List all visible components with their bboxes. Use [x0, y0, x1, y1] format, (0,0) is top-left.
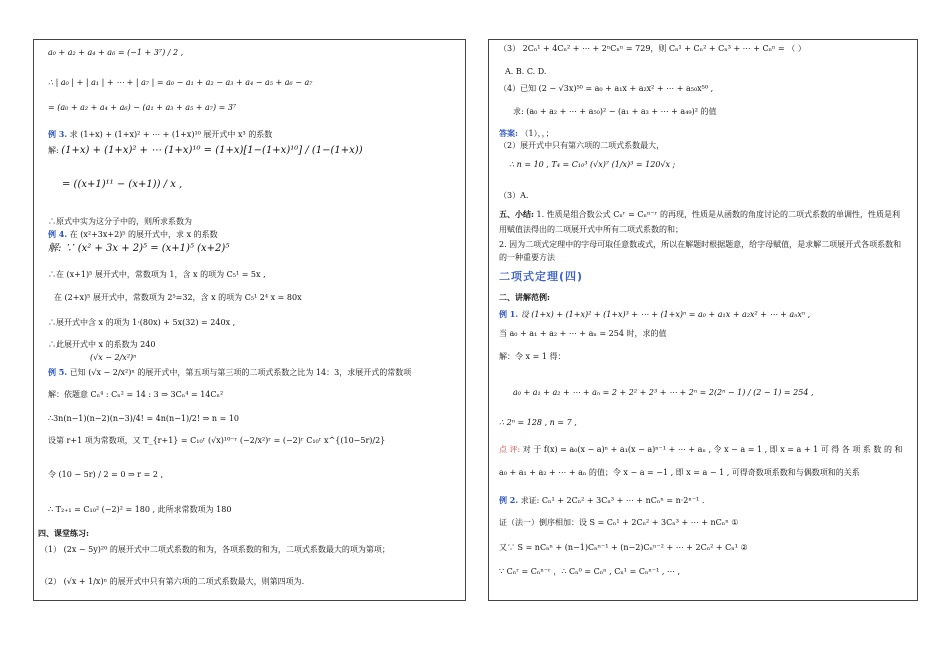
summary-line-2: 用赋值法得出的二项展开式中所有二项式系数的和；: [499, 225, 683, 234]
example-4-line: [48, 229, 218, 240]
example-5-step-4: 令 (10 − 5r) / 2 = 0 ⇒ r = 2 ,: [48, 470, 163, 479]
exercise-1: （1） (2x − 5y)²⁰ 的展开式中二项式系数的和为，各项系数的和为，二项式系数最大的项为第项；: [40, 545, 390, 554]
summary-label: 五、小结:: [499, 209, 534, 219]
example-4-factorization: 解: ∵ (x² + 3x + 2)⁵ = (x+1)⁵ (x+2)⁵: [48, 243, 230, 254]
comment-line-1: [499, 445, 903, 455]
example-1-label: 例 1.: [499, 309, 519, 319]
answers-text: （1），，；: [520, 129, 554, 138]
exercise-3-options: A. B. C. D.: [505, 67, 547, 76]
example-5-line: [48, 367, 411, 378]
exercise-4: （4）已知 (2 − √3x)⁵⁰ = a₀ + a₁x + a₂x² + ⋯ + a₅₀x⁵⁰ ,: [499, 84, 714, 93]
example-4-step-2: 在 (2+x)⁵ 展开式中，常数项为 2⁵=32，含 x 的项为 C₅¹ 2⁴ x = 80x: [54, 293, 302, 302]
example-1-result: ∴ 2ⁿ = 128 , n = 7 ,: [499, 418, 577, 427]
proof-step-1: 证（法一）倒序相加：设 S = Cₙ¹ + 2Cₙ² + 3Cₙ³ + ⋯ + nCₙⁿ ①: [499, 518, 739, 527]
example-4-answer: ∴此展开式中 x 的系数为 240: [48, 340, 156, 349]
proof-step-2: 又∵ S = nCₙⁿ + (n−1)Cₙⁿ⁻¹ + (n−2)Cₙⁿ⁻² + ⋯ + 2Cₙ² + Cₙ¹ ②: [499, 543, 748, 552]
example-4-step-1: ∴在 (x+1)⁵ 展开式中，常数项为 1，含 x 的项为 C₅¹ = 5x ,: [48, 270, 266, 279]
summary-text-1: 1. 性质是组合数公式 Cₙʳ = Cₙⁿ⁻ʳ 的再现，性质是从函数的角度讨论的二项式系数的单调性，性质是利: [536, 210, 900, 219]
left-document-page: [33, 39, 466, 601]
right-document-page: [488, 39, 918, 601]
example-5-step-1: 解：依题意 Cₙ⁴ : Cₙ² = 14 : 3 ⇒ 3Cₙ⁴ = 14Cₙ²: [48, 390, 224, 399]
answers-line: [499, 128, 554, 139]
example-1-line: [499, 309, 810, 320]
example-5-step-3: 设第 r+1 项为常数项，又 T_{r+1} = C₁₀ʳ (√x)¹⁰⁻ʳ (−2/x²)ʳ = (−2)ʳ C₁₀ʳ x^{(10−5r)/2}: [48, 436, 386, 445]
example-5-label: 例 5.: [48, 367, 68, 377]
section-class-exercises: 四、课堂练习:: [38, 528, 89, 538]
answer-3: （3）A.: [499, 191, 529, 200]
example-2-question: 求证: Cₙ¹ + 2Cₙ² + 3Cₙ³ + ⋯ + nCₙⁿ = n·2ⁿ⁻¹ .: [520, 496, 705, 505]
example-4-question: 在 (x²+3x+2)⁵ 的展开式中，求 x 的系数: [69, 230, 218, 239]
example-2-line: [499, 495, 704, 506]
example-1-condition: 当 a₀ + a₁ + a₂ + ⋯ + aₙ = 254 时，求的值: [499, 329, 667, 338]
example-3-solution-line: [48, 146, 363, 156]
example-3-label: 例 3.: [48, 129, 68, 139]
example-1-solution-start: 解：令 x = 1 得：: [499, 352, 566, 361]
example-4-label: 例 4.: [48, 229, 68, 239]
solution-prefix: 解:: [48, 146, 59, 155]
example-5-answer: ∴ T₂₊₁ = C₁₀² (−2)² = 180 , 此所求常数项为 180: [48, 505, 232, 514]
example-1-question: 设 (1+x) + (1+x)² + (1+x)³ + ⋯ + (1+x)ⁿ = a₀ + a₁x + a₂x² + ⋯ + aₙxⁿ ,: [520, 310, 811, 319]
answer-2-formula: ∴ n = 10 , T₄ = C₁₀³ (√x)⁷ (1/x)³ = 120√x ;: [509, 160, 676, 169]
summary-line-1: [499, 209, 900, 220]
example-3-question: 求 (1+x) + (1+x)² + ⋯ + (1+x)¹⁰ 展开式中 x³ 的系数: [69, 130, 273, 139]
example-4-step-3: ∴展开式中含 x 的项为 1·(80x) + 5x(32) = 240x ,: [48, 318, 236, 327]
answer-2-text: （2）展开式中只有第六项的二项式系数最大，: [499, 141, 665, 150]
example-5-question: 已知 (√x − 2/x²)ⁿ 的展开式中，第五项与第三项的二项式系数之比为 14：3，求展开式的常数项: [69, 368, 412, 377]
proof-step-3: ∵ Cₙʳ = Cₙⁿ⁻ʳ ，∴ Cₙ⁰ = Cₙⁿ , Cₙ¹ = Cₙⁿ⁻¹ , ⋯ ,: [499, 567, 681, 576]
summary-line-4: 的一种重要方法: [499, 253, 555, 262]
example-3-fraction: = ((x+1)¹¹ − (x+1)) / x ,: [62, 179, 183, 190]
answers-label: 答案:: [499, 128, 518, 138]
exercise-2: （2） (√x + 1/x)ⁿ 的展开式中只有第六项的二项式系数最大，则第四项为.: [40, 577, 305, 586]
exercise-3: （3） 2Cₙ¹ + 4Cₙ² + ⋯ + 2ⁿCₙⁿ = 729，则 Cₙ¹ + Cₙ² + Cₙ³ + ⋯ + Cₙⁿ = （ ）: [499, 44, 806, 53]
chapter-title: 二项式定理(四): [499, 270, 584, 283]
comment-line-2: a₀ + a₁ + a₂ + ⋯ + aₙ 的值；令 x − a = −1 , 即 x = a − 1 , 可得奇数项系数和与偶数项和的关系: [499, 468, 860, 477]
equation-abs-sum-result: = (a₀ + a₂ + a₄ + a₆) − (a₁ + a₃ + a₅ + a₇) = 3⁷: [48, 103, 237, 112]
section-examples: 二、讲解范例:: [499, 292, 550, 302]
summary-line-3: 2. 因为二项式定理中的字母可取任意数或式，所以在解题时根据题意，给字母赋值，是求解二项展开式各项系数和: [499, 240, 902, 249]
example-2-label: 例 2.: [499, 495, 519, 505]
example-5-step-2: ∴3n(n−1)(n−2)(n−3)/4! = 4n(n−1)/2! ⇒ n = 10: [48, 414, 240, 423]
example-3-line: [48, 129, 272, 140]
equation-abs-sum: ∴ | a₀ | + | a₁ | + ⋯ + | a₇ | = a₀ − a₁ + a₂ − a₃ + a₄ − a₅ + a₆ − a₇: [48, 78, 313, 87]
equation-even-coeff-sum: a₀ + a₂ + a₄ + a₆ = (−1 + 3⁷) / 2 ,: [48, 48, 184, 57]
example-1-sum: a₀ + a₁ + a₂ + ⋯ + aₙ = 2 + 2² + 2³ + ⋯ + 2ⁿ = 2(2ⁿ − 1) / (2 − 1) = 254 ,: [513, 388, 814, 397]
example-5-expression: (√x − 2/x²)ⁿ: [90, 353, 137, 362]
example-3-formula: (1+x) + (1+x)² + ⋯ (1+x)¹⁰ = (1+x)[1−(1+x)¹⁰] / (1−(1+x)): [61, 145, 363, 156]
exercise-4-question: 求: (a₀ + a₂ + ⋯ + a₅₀)² − (a₁ + a₃ + ⋯ + a₄₉)² 的值: [513, 107, 717, 116]
comment-text-1: 对 于 f(x) = a₀(x − a)ⁿ + a₁(x − a)ⁿ⁻¹ + ⋯ + aₙ , 令 x − a = 1 , 即 x = a + 1 可 得 各 项 系 数 的 和: [522, 445, 903, 454]
comment-label: 点 评:: [499, 445, 521, 454]
example-3-conclusion: ∴原式中实为这分子中的，则所求系数为: [48, 217, 192, 226]
